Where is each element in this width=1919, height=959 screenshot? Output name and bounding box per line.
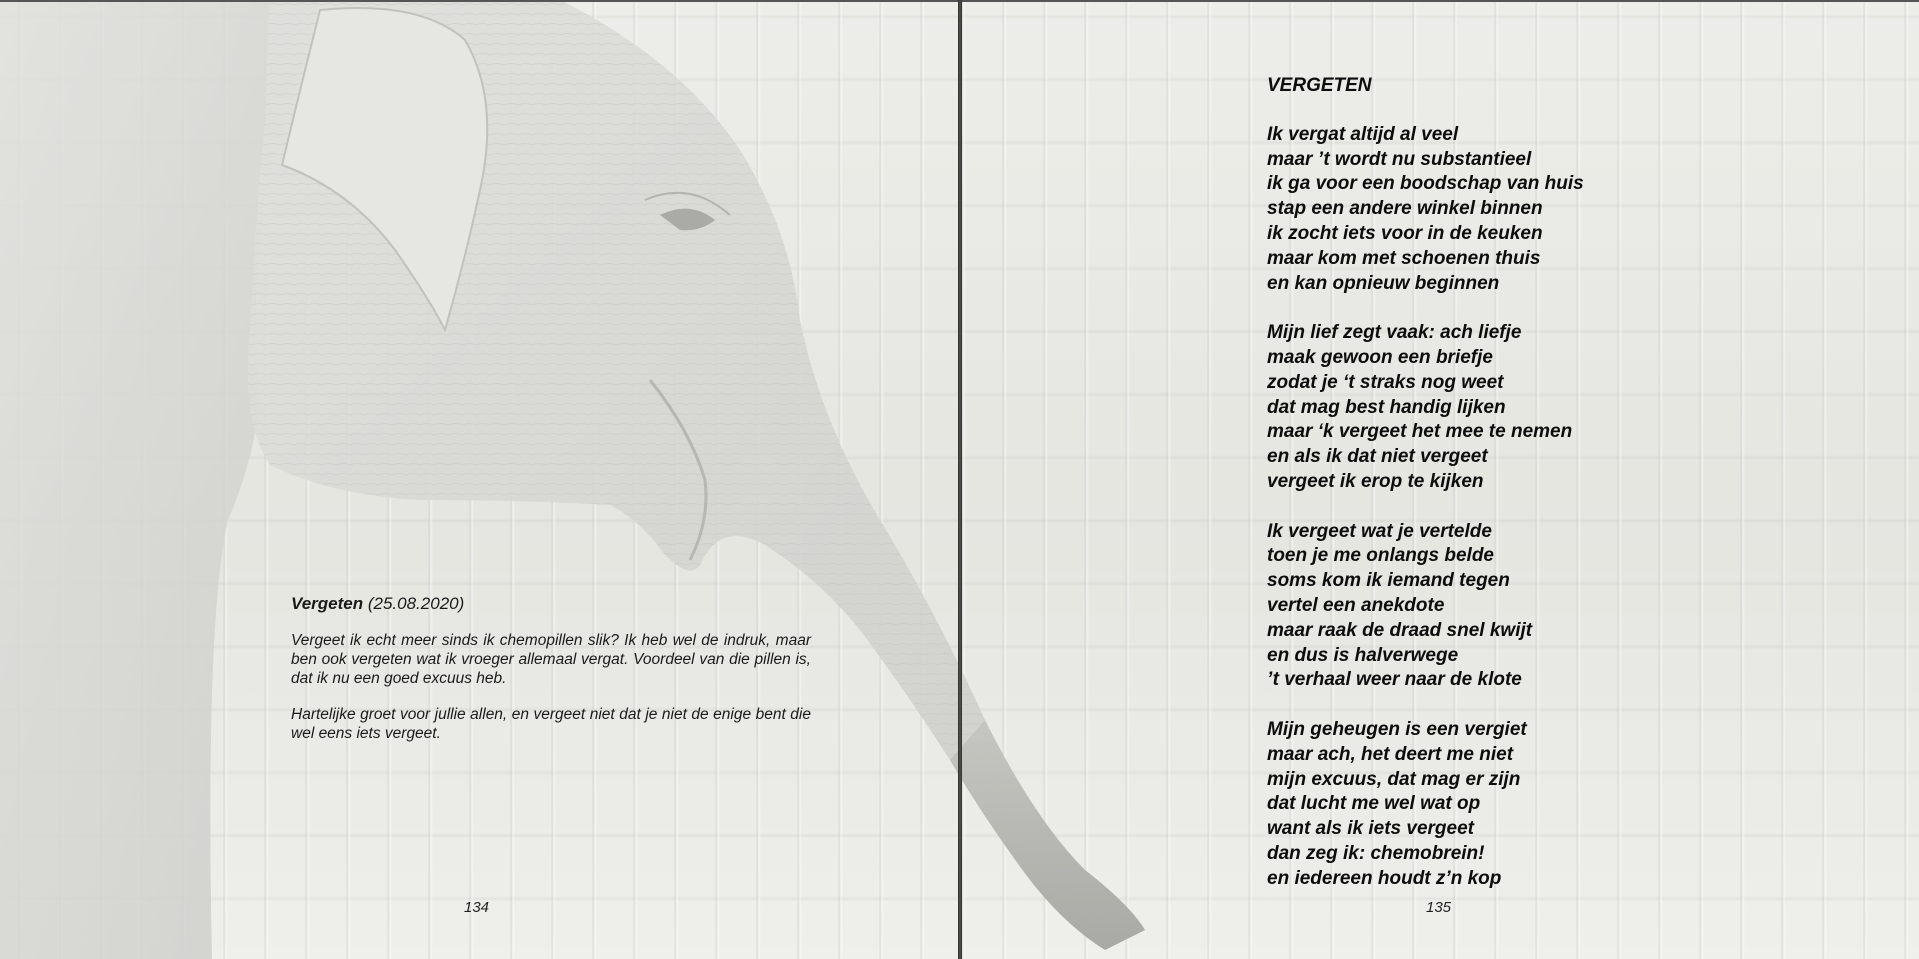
poem-line: vergeet ik erop te kijken	[1267, 470, 1484, 492]
intro-text-block	[291, 594, 811, 760]
poem-line: maak gewoon een briefje	[1267, 346, 1493, 368]
poem-stanza	[1267, 718, 1584, 892]
poem-line: maar ’t wordt nu substantieel	[1267, 148, 1532, 170]
poem-line: maar raak de draad snel kwijt	[1267, 619, 1533, 641]
poem-line: Ik vergeet wat je vertelde	[1267, 520, 1492, 542]
poem-line: maar ‘k vergeet het mee te nemen	[1267, 421, 1573, 443]
intro-heading	[291, 594, 811, 613]
poem-line: stap een andere winkel binnen	[1267, 198, 1543, 220]
poem-line: dat lucht me wel wat op	[1267, 793, 1481, 815]
poem-stanza	[1267, 123, 1584, 297]
poem-stanzas	[1267, 123, 1584, 892]
poem-line: dat mag best handig lijken	[1267, 396, 1506, 418]
poem-line: want als ik iets vergeet	[1267, 818, 1474, 840]
page-number-right: 135	[1426, 899, 1452, 916]
poem-line: ’t verhaal weer naar de klote	[1267, 669, 1522, 691]
poem-line: en kan opnieuw beginnen	[1267, 272, 1500, 294]
poem-line: maar ach, het deert me niet	[1267, 743, 1514, 765]
left-page	[0, 0, 958, 959]
intro-title: Vergeten	[291, 594, 364, 613]
poem-line: ik zocht iets voor in de keuken	[1267, 222, 1543, 244]
poem-line: mijn excuus, dat mag er zijn	[1267, 768, 1521, 790]
poem-line: en als ik dat niet vergeet	[1267, 446, 1488, 468]
intro-paragraph: Hartelijke groet voor jullie allen, en vergeet niet dat je niet de enige bent die wel eens iets vergeet.	[291, 706, 811, 742]
poem-line: ik ga voor een boodschap van huis	[1267, 173, 1584, 195]
poem-title: VERGETEN	[1267, 75, 1372, 96]
poem-line: toen je me onlangs belde	[1267, 545, 1494, 567]
poem	[1267, 74, 1584, 916]
poem-line: dan zeg ik: chemobrein!	[1267, 842, 1485, 864]
poem-line: soms kom ik iemand tegen	[1267, 570, 1510, 592]
intro-paragraph: Vergeet ik echt meer sinds ik chemopillen slik? Ik heb wel de indruk, maar ben ook vergeten wat ik vroeger allemaal vergat. Voordeel van die pillen is, dat ik nu een goed excuus heb.	[291, 632, 811, 687]
poem-line: Mijn geheugen is een vergiet	[1267, 718, 1527, 740]
poem-line: vertel een anekdote	[1267, 594, 1445, 616]
poem-stanza	[1267, 321, 1584, 495]
poem-line: en iedereen houdt z’n kop	[1267, 867, 1502, 889]
intro-date: (25.08.2020)	[367, 594, 465, 613]
poem-stanza	[1267, 520, 1584, 694]
page-number-left: 134	[464, 899, 490, 916]
poem-line: Ik vergat altijd al veel	[1267, 123, 1459, 145]
poem-line: maar kom met schoenen thuis	[1267, 247, 1541, 269]
poem-line: zodat je ‘t straks nog weet	[1267, 371, 1504, 393]
poem-line: Mijn lief zegt vaak: ach liefje	[1267, 322, 1522, 344]
poem-line: en dus is halverwege	[1267, 644, 1459, 666]
